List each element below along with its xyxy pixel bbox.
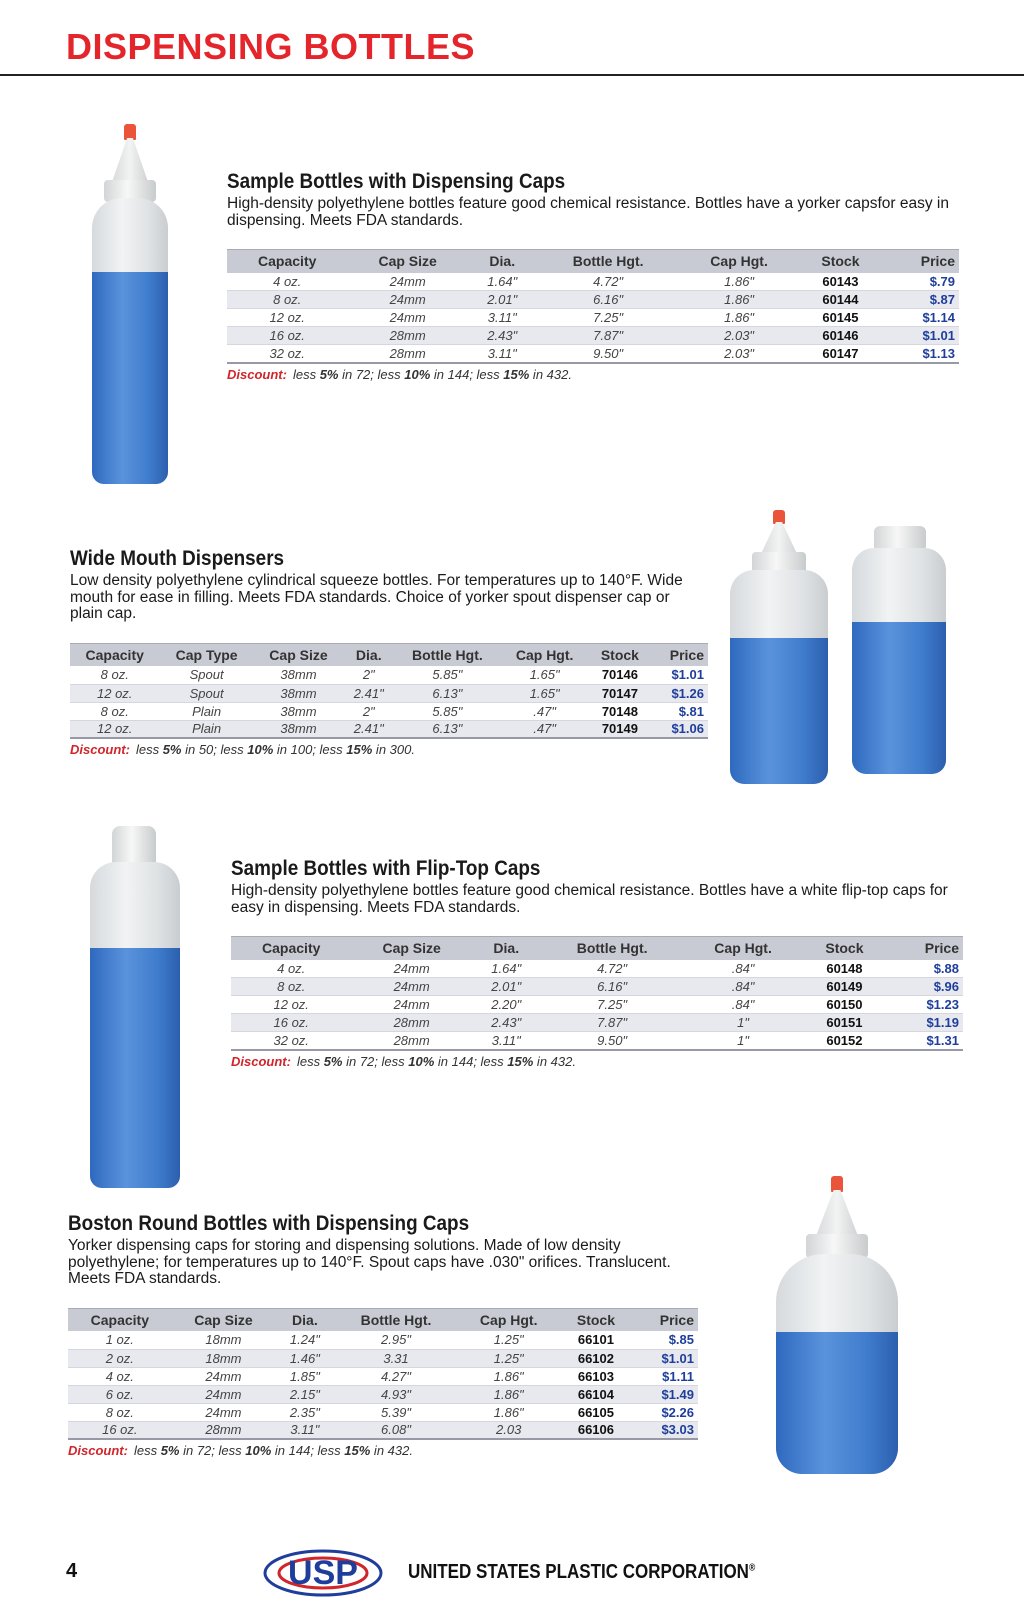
table-cell: 28mm [351,1032,471,1050]
column-header: Cap Size [351,937,471,960]
discount-note: Discount: less 5% in 72; less 10% in 144; less 15% in 432. [231,1053,576,1069]
price: $1.01 [882,327,959,345]
table-cell: 6.08" [335,1421,458,1439]
stock-number: 60150 [803,996,887,1014]
column-header: Cap Hgt. [500,643,588,666]
table-cell: 24mm [172,1403,276,1421]
stock-number: 66103 [560,1367,632,1385]
column-header: Stock [560,1308,632,1331]
table-cell: 1.86" [458,1385,560,1403]
table-cell: 1.65" [500,666,588,684]
table-cell: 1.86" [680,309,799,327]
column-header: Stock [799,250,883,273]
column-header: Bottle Hgt. [335,1308,458,1331]
table-row [227,327,959,345]
usp-logo [262,1542,384,1600]
discount-note: Discount: less 5% in 72; less 10% in 144; less 15% in 432. [227,366,572,382]
section-title: Wide Mouth Dispensers [70,547,285,570]
table-cell: 6.13" [394,684,500,702]
section-boston-round [68,1212,698,1458]
page-number: 4 [66,1560,78,1582]
table-row [68,1421,698,1439]
section-description: Yorker dispensing caps for storing and dispensing solutions. Made of low density polyethylene; for temperatures up to 140°F. Spout caps have .030" orifices. Translucent. Meets FDA standards. [68,1237,671,1287]
table-cell: 18mm [172,1331,276,1349]
table-cell: 2.01" [468,291,537,309]
table-cell: 5.85" [394,702,500,720]
table-cell: 24mm [351,996,471,1014]
table-row [231,1032,963,1050]
table-cell: Plain [159,720,253,738]
spec-table [70,643,708,740]
table-cell: 32 oz. [231,1032,351,1050]
table-cell: 7.87" [541,1014,684,1032]
table-cell: 2.01" [472,978,541,996]
stock-number: 60152 [803,1032,887,1050]
section-wide-mouth-dispensers [70,547,708,757]
table-cell: 1.65" [500,684,588,702]
table-cell: .84" [684,960,803,978]
section-title: Boston Round Bottles with Dispensing Caps [68,1212,470,1235]
stock-number: 66102 [560,1349,632,1367]
stock-number: 66101 [560,1331,632,1349]
table-cell: 12 oz. [70,684,159,702]
table-cell: 28mm [347,345,467,363]
stock-number: 70146 [589,666,651,684]
table-cell: 8 oz. [68,1403,172,1421]
discount-note: Discount: less 5% in 50; less 10% in 100; less 15% in 300. [70,742,415,757]
table-cell: 1.85" [275,1367,334,1385]
table-cell: 5.39" [335,1403,458,1421]
table-row [227,273,959,291]
table-cell: .84" [684,996,803,1014]
price: $.81 [651,702,708,720]
price: $1.01 [651,666,708,684]
page-title: DISPENSING BOTTLES [66,26,476,67]
section-description: High-density polyethylene bottles feature good chemical resistance. Bottles have a yorker capsfor easy in dispensing. Meets FDA standards. [227,195,949,229]
column-header: Stock [803,937,887,960]
column-header: Capacity [231,937,351,960]
table-cell: 24mm [347,309,467,327]
table-cell: 4 oz. [68,1367,172,1385]
table-cell: 3.11" [468,345,537,363]
price: $1.31 [886,1032,963,1050]
column-header: Cap Hgt. [680,250,799,273]
column-header: Dia. [275,1308,334,1331]
table-cell: 7.25" [541,996,684,1014]
price: $1.23 [886,996,963,1014]
table-cell: 16 oz. [231,1014,351,1032]
table-cell: 7.25" [537,309,680,327]
table-row [68,1367,698,1385]
table-cell: 1.86" [458,1367,560,1385]
table-cell: Spout [159,684,253,702]
table-cell: 1.86" [680,291,799,309]
table-cell: 2.03 [458,1421,560,1439]
table-cell: 1.25" [458,1349,560,1367]
table-row [70,666,708,684]
table-row [68,1403,698,1421]
table-cell: 2.43" [472,1014,541,1032]
table-cell: 2.35" [275,1403,334,1421]
column-header: Cap Type [159,643,253,666]
table-cell: 1.86" [458,1403,560,1421]
table-cell: 2" [343,666,394,684]
table-cell: 3.11" [275,1421,334,1439]
table-cell: 24mm [351,978,471,996]
section-title: Sample Bottles with Dispensing Caps [227,170,566,193]
table-cell: 2 oz. [68,1349,172,1367]
column-header: Cap Size [254,643,343,666]
table-cell: 4 oz. [231,960,351,978]
table-row [227,345,959,363]
table-row [227,291,959,309]
column-header: Cap Size [347,250,467,273]
table-cell: 24mm [172,1367,276,1385]
table-cell: 5.85" [394,666,500,684]
price: $.79 [882,273,959,291]
stock-number: 66104 [560,1385,632,1403]
table-cell: 2.43" [468,327,537,345]
price: $.88 [886,960,963,978]
table-cell: 8 oz. [231,978,351,996]
table-cell: 1.86" [680,273,799,291]
table-cell: 2.03" [680,345,799,363]
table-cell: 38mm [254,666,343,684]
stock-number: 70149 [589,720,651,738]
table-cell: 8 oz. [70,702,159,720]
boston-round-bottle-image [774,1176,900,1474]
price: $1.14 [882,309,959,327]
column-header: Bottle Hgt. [541,937,684,960]
table-cell: 1 oz. [68,1331,172,1349]
table-cell: 7.87" [537,327,680,345]
table-cell: 28mm [351,1014,471,1032]
price: $1.26 [651,684,708,702]
table-cell: 9.50" [541,1032,684,1050]
stock-number: 66106 [560,1421,632,1439]
table-cell: .84" [684,978,803,996]
spec-table [231,936,963,1051]
stock-number: 60144 [799,291,883,309]
flip-top-bottle-image [84,826,186,1188]
svg-text:USP: USP [288,1554,358,1592]
stock-number: 60145 [799,309,883,327]
table-cell: 28mm [172,1421,276,1439]
column-header: Cap Size [172,1308,276,1331]
table-row [227,309,959,327]
column-header: Capacity [68,1308,172,1331]
stock-number: 60149 [803,978,887,996]
table-cell: 3.11" [468,309,537,327]
table-cell: 2.03" [680,327,799,345]
table-cell: 8 oz. [227,291,347,309]
table-cell: 1.24" [275,1331,334,1349]
stock-number: 60146 [799,327,883,345]
discount-label: Discount: [231,1053,291,1069]
table-cell: 2.41" [343,720,394,738]
table-cell: 1.46" [275,1349,334,1367]
table-cell: 32 oz. [227,345,347,363]
column-header: Price [886,937,963,960]
table-cell: 16 oz. [227,327,347,345]
column-header: Cap Hgt. [458,1308,560,1331]
table-cell: 24mm [347,273,467,291]
column-header: Price [882,250,959,273]
table-cell: Plain [159,702,253,720]
stock-number: 66105 [560,1403,632,1421]
table-cell: 12 oz. [70,720,159,738]
table-cell: 1" [684,1014,803,1032]
table-cell: 24mm [347,291,467,309]
table-row [68,1349,698,1367]
table-cell: 38mm [254,702,343,720]
price: $.85 [632,1331,698,1349]
price: $2.26 [632,1403,698,1421]
price: $1.49 [632,1385,698,1403]
section-title: Sample Bottles with Flip-Top Caps [231,857,541,880]
table-cell: 6.16" [537,291,680,309]
stock-number: 60147 [799,345,883,363]
price: $1.13 [882,345,959,363]
stock-number: 60143 [799,273,883,291]
table-cell: 6.13" [394,720,500,738]
table-cell: 24mm [351,960,471,978]
discount-label: Discount: [68,1443,128,1458]
column-header: Price [651,643,708,666]
column-header: Stock [589,643,651,666]
spec-table [227,249,959,364]
column-header: Cap Hgt. [684,937,803,960]
table-cell: 28mm [347,327,467,345]
table-cell: 12 oz. [227,309,347,327]
table-row [231,996,963,1014]
table-cell: 1.64" [468,273,537,291]
table-cell: Spout [159,666,253,684]
table-row [231,960,963,978]
table-cell: 16 oz. [68,1421,172,1439]
stock-number: 60148 [803,960,887,978]
column-header: Dia. [472,937,541,960]
table-cell: 4.27" [335,1367,458,1385]
price: $.96 [886,978,963,996]
table-cell: 3.11" [472,1032,541,1050]
column-header: Capacity [70,643,159,666]
price: $3.03 [632,1421,698,1439]
discount-label: Discount: [70,742,130,757]
price: $1.11 [632,1367,698,1385]
column-header: Bottle Hgt. [537,250,680,273]
table-cell: 2.41" [343,684,394,702]
table-cell: 18mm [172,1349,276,1367]
table-cell: .47" [500,702,588,720]
column-header: Dia. [468,250,537,273]
table-cell: 8 oz. [70,666,159,684]
table-cell: 9.50" [537,345,680,363]
table-row [70,702,708,720]
table-cell: 2.95" [335,1331,458,1349]
discount-note: Discount: less 5% in 72; less 10% in 144; less 15% in 432. [68,1443,413,1458]
column-header: Capacity [227,250,347,273]
wide-mouth-plain-bottle-image [848,526,950,774]
section-description: Low density polyethylene cylindrical squeeze bottles. For temperatures up to 140°F. Wide mouth for ease in filling. Meets FDA standards. Choice of yorker spout dispenser cap or plain cap. [70,572,683,622]
table-cell: 38mm [254,720,343,738]
table-row [231,1014,963,1032]
price: $1.19 [886,1014,963,1032]
column-header: Price [632,1308,698,1331]
table-cell: 6.16" [541,978,684,996]
table-cell: 1" [684,1032,803,1050]
table-cell: 2" [343,702,394,720]
section-sample-dispensing-caps [227,170,959,382]
price: $1.06 [651,720,708,738]
title-divider [0,74,1024,76]
price: $1.01 [632,1349,698,1367]
discount-label: Discount: [227,366,287,382]
table-cell: .47" [500,720,588,738]
table-row [231,978,963,996]
stock-number: 60151 [803,1014,887,1032]
table-cell: 4 oz. [227,273,347,291]
table-cell: 1.25" [458,1331,560,1349]
section-description: High-density polyethylene bottles feature good chemical resistance. Bottles have a white flip-top caps for easy in dispensing. Meets FDA standards. [231,882,948,916]
table-row [70,720,708,738]
column-header: Bottle Hgt. [394,643,500,666]
table-cell: 4.72" [541,960,684,978]
section-flip-top-caps [231,857,963,1069]
price: $.87 [882,291,959,309]
table-cell: 24mm [172,1385,276,1403]
table-cell: 3.31 [335,1349,458,1367]
table-cell: 6 oz. [68,1385,172,1403]
table-cell: 2.15" [275,1385,334,1403]
company-name: UNITED STATES PLASTIC CORPORATION® [408,1561,756,1583]
column-header: Dia. [343,643,394,666]
table-cell: 1.64" [472,960,541,978]
table-row [68,1385,698,1403]
table-row [70,684,708,702]
stock-number: 70148 [589,702,651,720]
table-cell: 2.20" [472,996,541,1014]
wide-mouth-spout-bottle-image [726,510,832,784]
table-cell: 4.72" [537,273,680,291]
table-cell: 4.93" [335,1385,458,1403]
stock-number: 70147 [589,684,651,702]
table-row [68,1331,698,1349]
dispensing-cap-bottle-image [82,124,178,484]
table-cell: 38mm [254,684,343,702]
spec-table [68,1308,698,1441]
table-cell: 12 oz. [231,996,351,1014]
